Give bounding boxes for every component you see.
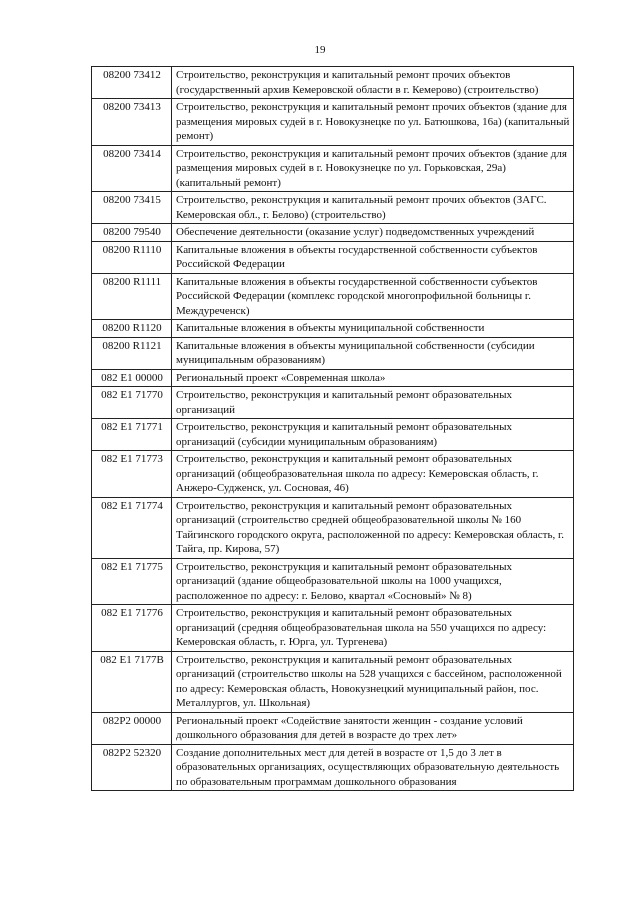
table-row	[92, 605, 574, 652]
row-description: Строительство, реконструкция и капитальный ремонт прочих объектов (здание для размещения мировых судей в г. Новокузнецке по ул. Горьковская, 29а) (капитальный ремонт)	[172, 145, 574, 192]
row-description: Строительство, реконструкция и капитальный ремонт образовательных организаций (здание общеобразовательной школы на 1000 учащихся, расположенное по адресу: г. Белово, квартал «Сосновый» № 8)	[172, 558, 574, 605]
row-description: Капитальные вложения в объекты муниципальной собственности	[172, 320, 574, 338]
table-row	[92, 744, 574, 791]
table-row	[92, 320, 574, 338]
row-description: Строительство, реконструкция и капитальный ремонт образовательных организаций	[172, 387, 574, 419]
table-row	[92, 419, 574, 451]
row-code: 08200 73414	[92, 145, 172, 192]
table-row	[92, 192, 574, 224]
row-code: 082P2 00000	[92, 712, 172, 744]
row-description: Капитальные вложения в объекты муниципальной собственности (субсидии муниципальным образованиям)	[172, 337, 574, 369]
row-code: 082 E1 71771	[92, 419, 172, 451]
row-code: 08200 R1111	[92, 273, 172, 320]
row-description: Региональный проект «Содействие занятости женщин - создание условий дошкольного образования для детей в возрасте до трех лет»	[172, 712, 574, 744]
table-row	[92, 712, 574, 744]
row-code: 082 E1 71774	[92, 497, 172, 558]
row-code: 082 E1 71776	[92, 605, 172, 652]
row-description: Строительство, реконструкция и капитальный ремонт образовательных организаций (строительство средней общеобразовательной школы № 160 Тайгинского городского округа, расположенной по адресу: Кемеровская область, г. Тайга, пр. Кирова, 57)	[172, 497, 574, 558]
row-code: 08200 73412	[92, 67, 172, 99]
table-row	[92, 369, 574, 387]
row-description: Строительство, реконструкция и капитальный ремонт образовательных организаций (средняя общеобразовательная школа на 550 учащихся по адресу: Кемеровская область, г. Юрга, ул. Тургенева)	[172, 605, 574, 652]
row-description: Строительство, реконструкция и капитальный ремонт прочих объектов (ЗАГС. Кемеровская обл., г. Белово) (строительство)	[172, 192, 574, 224]
row-description: Строительство, реконструкция и капитальный ремонт образовательных организаций (строительство школы на 528 учащихся с бассейном, расположенной по адресу: Кемеровская область, Новокузнецкий муниципальный район, пос. Металлургов, ул. Школьная)	[172, 651, 574, 712]
page-number: 19	[314, 44, 326, 56]
row-code: 082 E1 00000	[92, 369, 172, 387]
row-code: 08200 73413	[92, 99, 172, 146]
table-row	[92, 451, 574, 498]
table-row	[92, 241, 574, 273]
row-description: Создание дополнительных мест для детей в возрасте от 1,5 до 3 лет в образовательных организациях, осуществляющих образовательную деятельность по образовательным программам дошкольного образования	[172, 744, 574, 791]
table-body	[92, 67, 574, 791]
row-code: 08200 R1121	[92, 337, 172, 369]
row-code: 082 E1 71775	[92, 558, 172, 605]
table-row	[92, 651, 574, 712]
table-row	[92, 337, 574, 369]
row-description: Капитальные вложения в объекты государственной собственности субъектов Российской Федерации (комплекс городской многопрофильной больницы г. Междуреченск)	[172, 273, 574, 320]
row-code: 08200 R1120	[92, 320, 172, 338]
table-row	[92, 558, 574, 605]
table-row	[92, 273, 574, 320]
table-row	[92, 497, 574, 558]
row-code: 08200 79540	[92, 224, 172, 242]
table-row	[92, 387, 574, 419]
table-row	[92, 67, 574, 99]
row-description: Строительство, реконструкция и капитальный ремонт образовательных организаций (общеобразовательная школа по адресу: Кемеровская область, г. Анжеро-Судженск, ул. Сосновая, 46)	[172, 451, 574, 498]
table-row	[92, 224, 574, 242]
row-description: Строительство, реконструкция и капитальный ремонт образовательных организаций (субсидии муниципальным образованиям)	[172, 419, 574, 451]
row-code: 082P2 52320	[92, 744, 172, 791]
budget-code-table	[91, 66, 574, 791]
row-description: Капитальные вложения в объекты государственной собственности субъектов Российской Федерации	[172, 241, 574, 273]
row-code: 082 E1 71770	[92, 387, 172, 419]
row-code: 08200 73415	[92, 192, 172, 224]
row-code: 08200 R1110	[92, 241, 172, 273]
row-description: Обеспечение деятельности (оказание услуг) подведомственных учреждений	[172, 224, 574, 242]
table-row	[92, 145, 574, 192]
row-description: Региональный проект «Современная школа»	[172, 369, 574, 387]
row-code: 082 E1 71773	[92, 451, 172, 498]
row-description: Строительство, реконструкция и капитальный ремонт прочих объектов (здание для размещения мировых судей в г. Новокузнецке по ул. Батюшкова, 16а) (капитальный ремонт)	[172, 99, 574, 146]
table-row	[92, 99, 574, 146]
row-description: Строительство, реконструкция и капитальный ремонт прочих объектов (государственный архив Кемеровской области в г. Кемерово) (строительство)	[172, 67, 574, 99]
row-code: 082 E1 7177В	[92, 651, 172, 712]
